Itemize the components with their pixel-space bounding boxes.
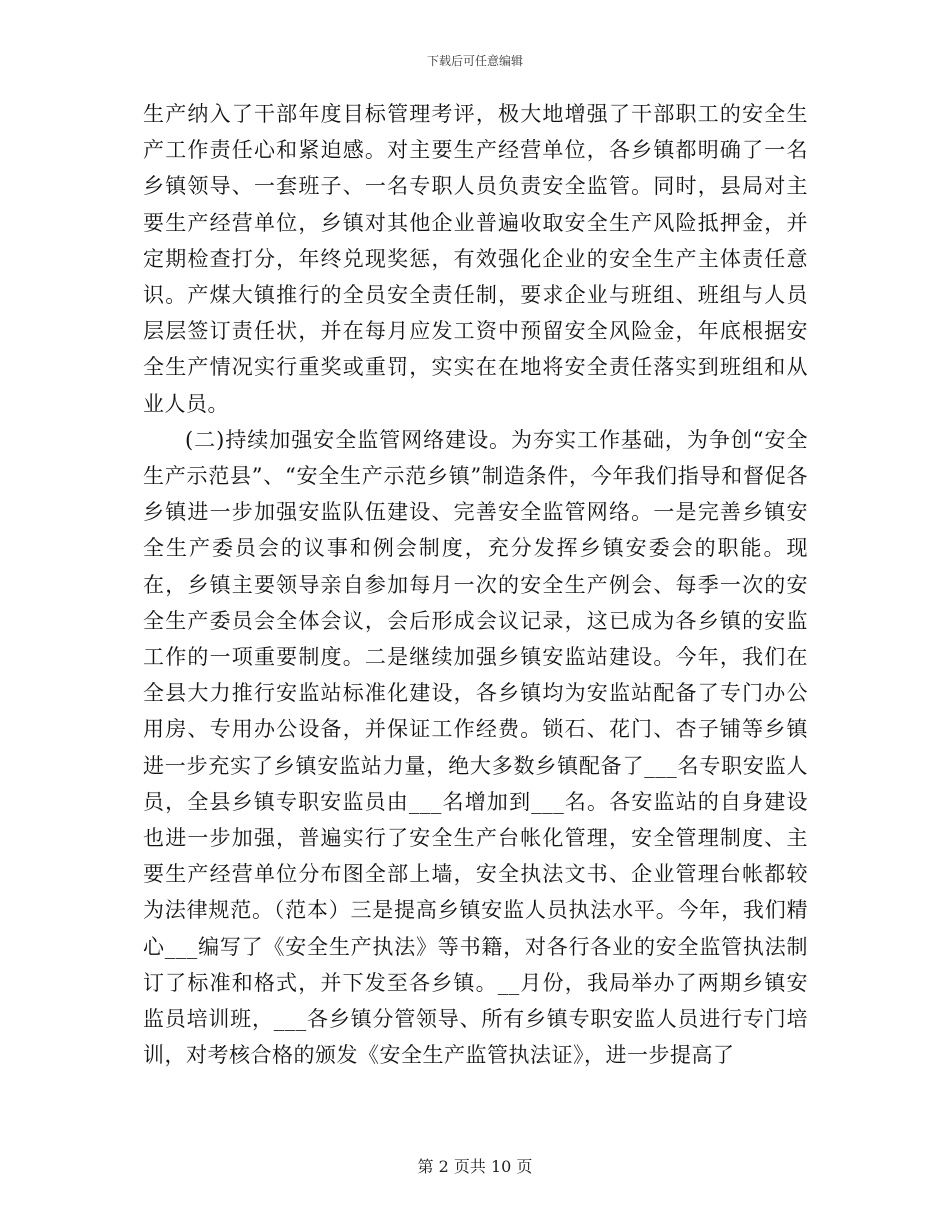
page-footer: 第 2 页共 10 页 (417, 1157, 533, 1176)
paragraph-1: 生产纳入了干部年度目标管理考评，极大地增强了干部职工的安全生产工作责任心和紧迫感。对主要生产经营单位，各乡镇都明确了一名乡镇领导、一套班子、一名专职人员负责安全监管。同时，县局对主要生产经营单位，乡镇对其他企业普遍收取安全生产风险抵押金，并定期检查打分，年终兑现奖惩，有效强化企业的安全生产主体责任意识。产煤大镇推行的全员安全责任制，要求企业与班组、班组与人员层层签订责任状，并在每月应发工资中预留安全风险金，年底根据安全生产情况实行重奖或重罚，实实在在地将安全责任落实到班组和从业人员。 (143, 102, 808, 416)
document-body (143, 96, 808, 1073)
page-header: 下载后可任意编辑 (426, 54, 523, 68)
paragraph-2: (二)持续加强安全监管网络建设。为夯实工作基础，为争创“安全生产示范县”、“安全生产示范乡镇”制造条件，今年我们指导和督促各乡镇进一步加强安监队伍建设、完善安全监管网络。一是完善乡镇安全生产委员会的议事和例会制度，充分发挥乡镇安委会的职能。现在，乡镇主要领导亲自参加每月一次的安全生产例会、每季一次的安全生产委员会全体会议，会后形成会议记录，这已成为各乡镇的安监工作的一项重要制度。二是继续加强乡镇安监站建设。今年，我们在全县大力推行安监站标准化建设，各乡镇均为安监站配备了专门办公用房、专用办公设备，并保证工作经费。锁石、花门、杏子铺等乡镇进一步充实了乡镇安监站力量，绝大多数乡镇配备了___名专职安监人员，全县乡镇专职安监员由___名增加到___名。各安监站的自身建设也进一步加强，普遍实行了安全生产台帐化管理，安全管理制度、主要生产经营单位分布图全部上墙，安全执法文书、企业管理台帐都较为法律规范。（范本）三是提高乡镇安监人员执法水平。今年，我们精心___编写了《安全生产执法》等书籍，对各行各业的安全监管执法制订了标准和格式，并下发至各乡镇。__月份，我局举办了两期乡镇安监员培训班，___各乡镇分管领导、所有乡镇专职安监人员进行专门培训，对考核合格的颁发《安全生产监管执法证》，进一步提高了 (143, 427, 808, 1068)
